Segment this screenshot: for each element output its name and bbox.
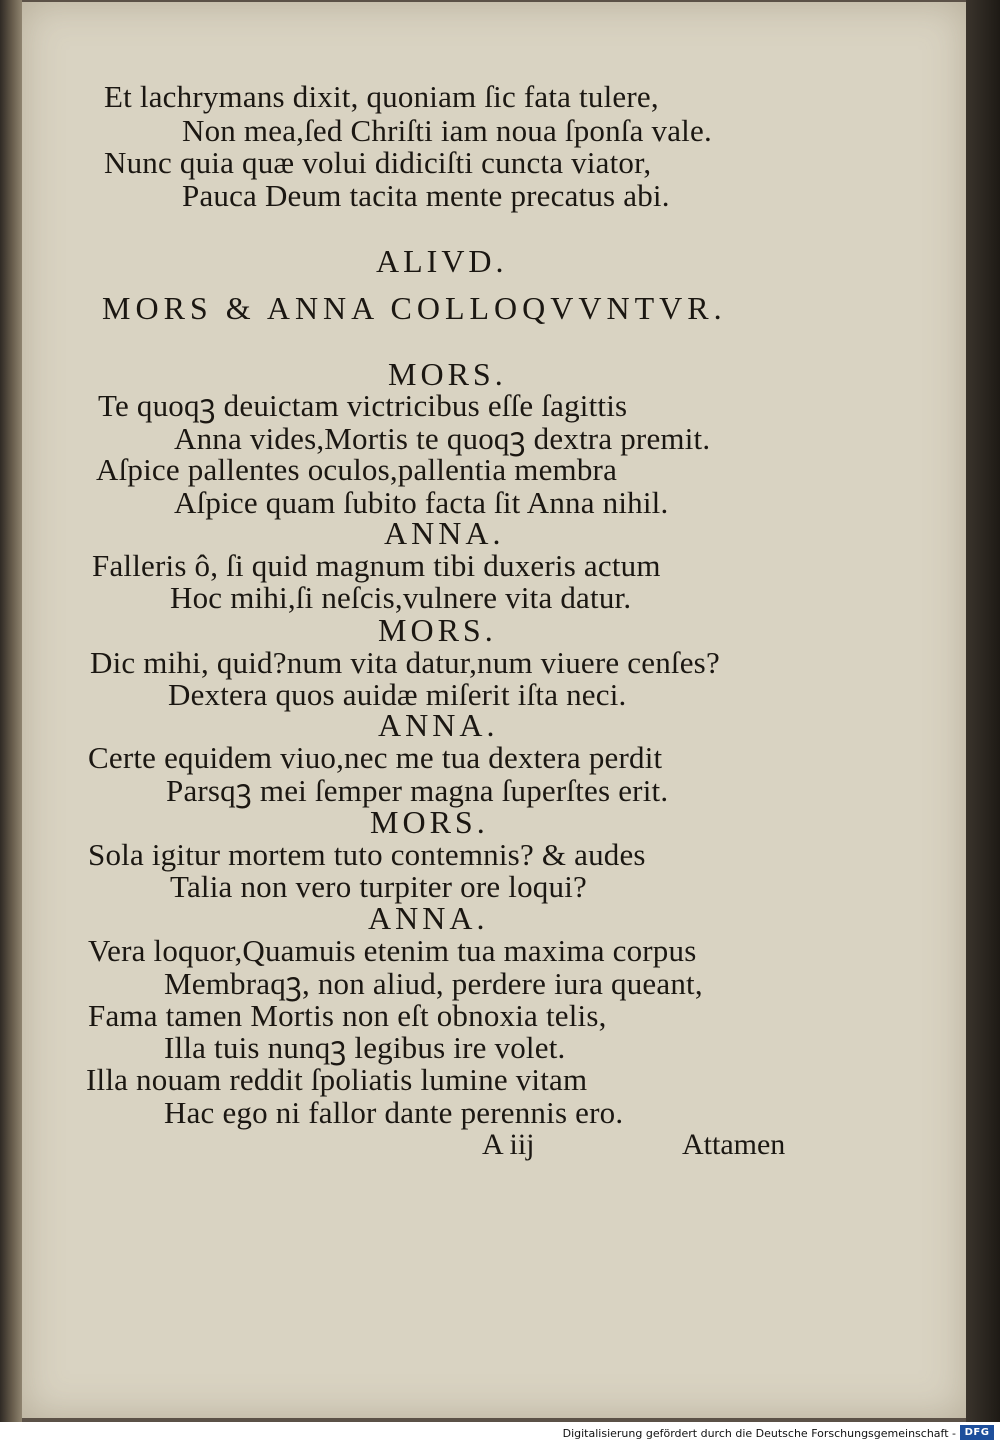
signature-mark: A iij bbox=[482, 1128, 535, 1161]
section-heading: ALIVD. bbox=[376, 243, 508, 279]
page-edge-shadow bbox=[966, 0, 1000, 1422]
verse-line: Dextera quos auidæ miſerit iſta neci. bbox=[168, 677, 627, 712]
verse-line: Fama tamen Mortis non eſt obnoxia telis, bbox=[88, 998, 607, 1033]
verse-line: Te quoqꝫ deuictam victricibus eſſe ſagittis bbox=[98, 388, 628, 423]
catchword: Attamen bbox=[682, 1128, 786, 1161]
verse-line: Membraqꝫ, non aliud, perdere iura queant, bbox=[164, 966, 703, 1001]
funding-credit: Digitalisierung gefördert durch die Deutsche Forschungsgemeinschaft - bbox=[562, 1427, 956, 1440]
footer-bar bbox=[0, 1422, 1000, 1444]
verse-line: Anna vides,Mortis te quoqꝫ dextra premit. bbox=[174, 421, 711, 456]
book-binding bbox=[0, 0, 22, 1422]
speaker-heading: MORS. bbox=[378, 612, 497, 648]
verse-line: Falleris ô, ſi quid magnum tibi duxeris actum bbox=[92, 548, 661, 583]
book-page bbox=[22, 2, 966, 1418]
verse-line: Non mea,ſed Chriſti iam noua ſponſa vale. bbox=[182, 113, 712, 148]
speaker-heading: ANNA. bbox=[378, 707, 499, 743]
speaker-heading: ANNA. bbox=[368, 900, 489, 936]
verse-line: Hoc mihi,ſi neſcis,vulnere vita datur. bbox=[170, 580, 632, 615]
speaker-heading: MORS. bbox=[370, 804, 489, 840]
verse-line: Pauca Deum tacita mente precatus abi. bbox=[182, 178, 670, 213]
verse-line: Illa nouam reddit ſpoliatis lumine vitam bbox=[86, 1062, 588, 1097]
verse-line: Sola igitur mortem tuto contemnis? & audes bbox=[88, 837, 646, 872]
verse-line: Talia non vero turpiter ore loqui? bbox=[170, 869, 587, 904]
speaker-heading: ANNA. bbox=[384, 515, 505, 551]
verse-line: Hac ego ni fallor dante perennis ero. bbox=[164, 1095, 624, 1130]
verse-line: Nunc quia quæ volui didiciſti cuncta viator, bbox=[104, 145, 652, 180]
verse-line: Certe equidem viuo,nec me tua dextera perdit bbox=[88, 740, 663, 775]
verse-line: Vera loquor,Quamuis etenim tua maxima corpus bbox=[88, 933, 697, 968]
verse-line: Illa tuis nunqꝫ legibus ire volet. bbox=[164, 1030, 566, 1065]
verse-line: Et lachrymans dixit, quoniam ſic fata tulere, bbox=[104, 79, 659, 114]
speaker-heading: MORS. bbox=[388, 356, 507, 392]
dfg-logo-icon: DFG bbox=[960, 1425, 994, 1440]
verse-line: Parsqꝫ mei ſemper magna ſuperſtes erit. bbox=[166, 773, 669, 808]
verse-line: Aſpice quam ſubito facta ſit Anna nihil. bbox=[174, 485, 669, 520]
verse-line: Aſpice pallentes oculos,pallentia membra bbox=[96, 452, 618, 487]
poem-title: MORS & ANNA COLLOQVVNTVR. bbox=[102, 290, 727, 326]
verse-line: Dic mihi, quid?num vita datur,num viuere cenſes? bbox=[90, 645, 720, 680]
